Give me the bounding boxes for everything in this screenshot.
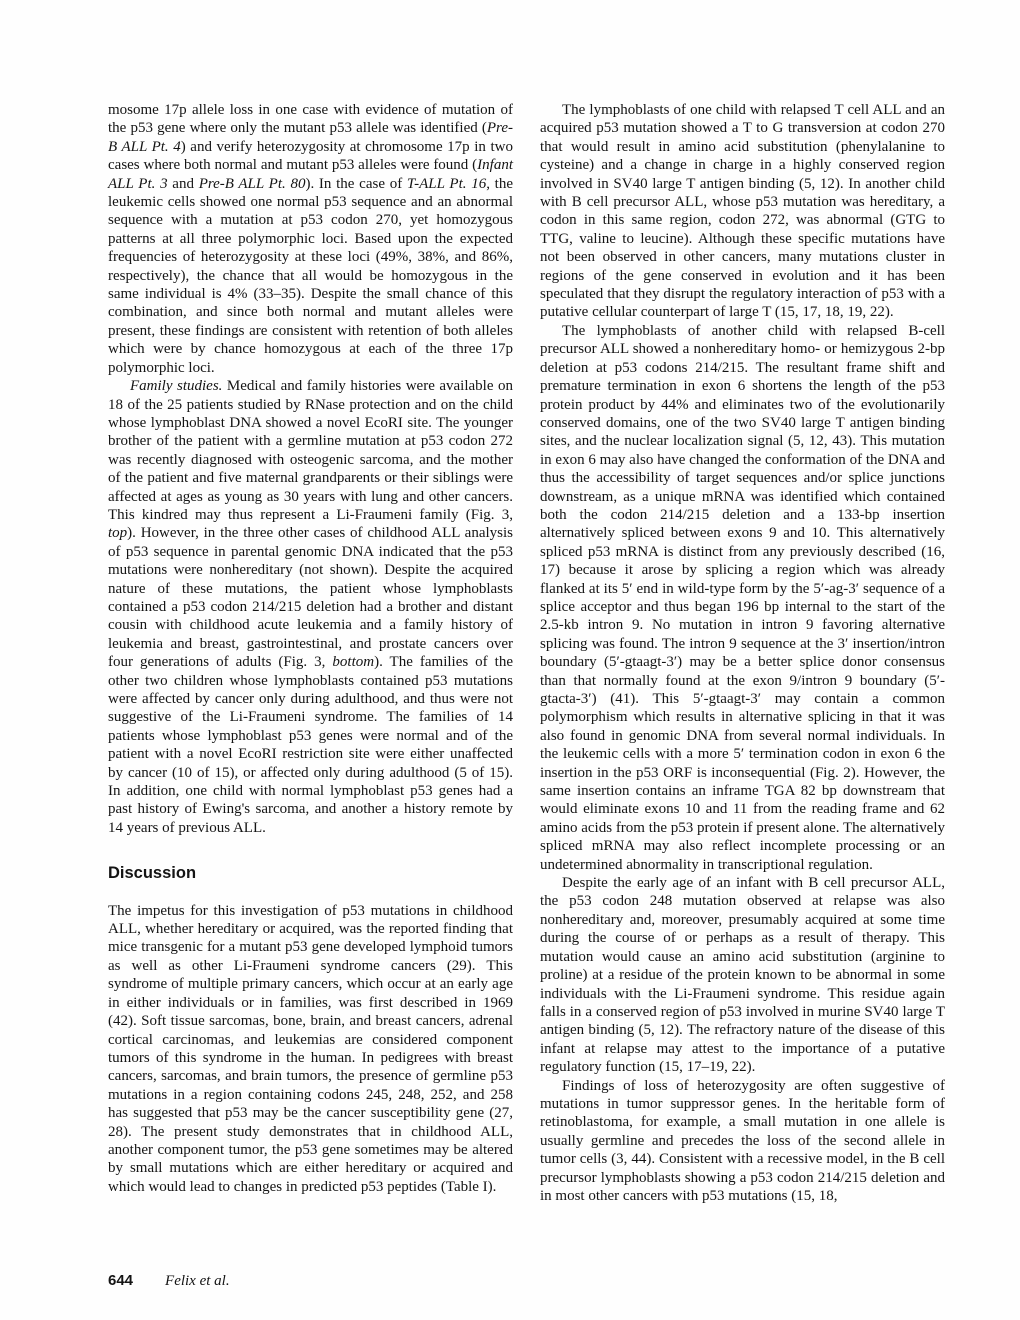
body-paragraph-discussion-1: The impetus for this investigation of p53 mutations in childhood ALL, whether hereditary or acquired, was the reported finding that mice transgenic for a mutant p53 gene developed lymphoid tumors as well as other Li-Fraumeni syndrome cancers (29). This syndrome of multiple primary cancers, which occur at an early age in either individuals or in families, was first described in 1969 (42). Soft tissue sarcomas, bone, brain, and breast cancers, adrenal cortical carcinomas, and leukemias are considered component tumors of this syndrome in the human. In pedigrees with breast cancers, sarcomas, and brain tumors, the presence of germline p53 mutations in a region containing codons 245, 248, 252, and 258 has suggested that p53 may be the cancer susceptibility gene (27, 28). The present study demonstrates that in childhood ALL, another component tumor, the p53 gene sometimes may be altered by small mutations which are either hereditary or acquired and which would lead to changes in predicted p53 peptides (Table I). <box>108 902 513 1195</box>
page-number: 644 <box>108 1272 134 1289</box>
body-paragraph-right-3: Despite the early age of an infant with B cell precursor ALL, the p53 codon 248 mutation observed at relapse was also nonhereditary and, moreover, presumably acquired at some time during the course of or perhaps as a result of therapy. This mutation would cause an amino acid substitution (arginine to proline) at a residue of the protein known to be abnormal in some individuals with the Li-Fraumeni syndrome. This residue again falls in a conserved region of p53 involved in murine SV40 large T antigen binding (5, 12). The refractory nature of the disease of this infant at relapse may attest to the importance of a putative regulatory function (15, 17–19, 22). <box>540 875 945 1076</box>
right-column <box>540 101 945 1205</box>
body-paragraph-right-4: Findings of loss of heterozygosity are often suggestive of mutations in tumor suppressor genes. In the heritable form of retinoblastoma, for example, a small mutation in one allele is usually germline and precedes the loss of the second allele in tumor cells (3, 44). Consistent with a recessive model, in the B cell precursor lymphoblasts showing a p53 codon 214/215 deletion and in most other cancers with p53 mutations (15, 18, <box>540 1077 945 1204</box>
body-paragraph-right-1: The lymphoblasts of one child with relapsed T cell ALL and an acquired p53 mutation showed a T to G transversion at codon 270 that would result in amino acid substitution (phenylalanine to cysteine) and a change in charge in a highly conserved region involved in SV40 large T antigen binding (5, 12). In another child with B cell precursor ALL, whose p53 mutation was hereditary, a codon in this same region, codon 272, was abnormal (GTG to TTG, valine to leucine). Although these specific mutations have not been observed in other cancers, many mutations cluster in regions of the gene conserved in evolution and it has been speculated that they disrupt the regulatory interaction of p53 with a putative cellular counterpart of large T (15, 17, 18, 19, 22). <box>540 102 945 321</box>
left-column <box>108 101 513 1205</box>
section-heading-discussion: Discussion <box>108 864 197 883</box>
body-paragraph-continuation: mosome 17p allele loss in one case with evidence of mutation of the p53 gene where only the mutant p53 allele was identified (Pre-B ALL Pt. 4) and verify heterozygosity at chromosome 17p in two cases where both normal and mutant p53 alleles were found (Infant ALL Pt. 3 and Pre-B ALL Pt. 80). In the case of T-ALL Pt. 16, the leukemic cells showed one normal p53 sequence and an abnormal sequence with a mutation at p53 codon 270, yet homozygous patterns at all three polymorphic loci. Based upon the expected frequencies of heterozygosity at these loci (49%, 38%, and 86%, respectively), the chance that all would be homozygous in the same individual is 4% (33–35). Despite the small chance of this combination, and since both normal and mutant alleles were present, these findings are consistent with retention of both alleles which were by chance homozygous at each of the three 17p polymorphic loci. <box>108 102 514 376</box>
page-footer <box>108 1272 230 1290</box>
running-authors: Felix et al. <box>165 1273 230 1289</box>
body-paragraph-right-2: The lymphoblasts of another child with relapsed B-cell precursor ALL showed a nonhereditary homo- or hemizygous 2-bp deletion at p53 codons 214/215. The resultant frame shift and premature termination in exon 6 shortens the length of the p53 protein product by 44% and eliminates two of the evolutionarily conserved domains, one of the two SV40 large T antigen binding sites, and the nuclear localization signal (5, 12, 43). This mutation in exon 6 may also have changed the conformation of the DNA and thus the accessibility of target sequences and/or splice junctions downstream, as a unique mRNA was identified which contained both the codon 214/215 deletion and a 133-bp insertion alternatively spliced between exons 9 and 10. This alternatively spliced p53 mRNA is distinct from any previously described (16, 17) because it arose by splicing a region which was already flanked at its 5′ end in wild-type form by the 5′-ag-3′ sequence of a splice acceptor and thus began 196 bp internal to the start of the 2.5-kb intron 9. No mutation in intron 9 favoring alternative splicing was found. The intron 9 sequence at the 3′ insertion/intron boundary (5′-gtaagt-3′) may be a better splice donor consensus than that normally found at the exon 9/intron 9 boundary (5′-gtacta-3′) (41). This 5′-gtaagt-3′ may contain a common polymorphism which results in alternative splicing in that it was also found in genomic DNA from several normal individuals. In the leukemic cells with a more 5′ termination codon in exon 6 the insertion in the p53 ORF is inconsequential (Fig. 2). However, the same insertion contains an inframe TGA 82 bp downstream that would eliminate exons 10 and 11 from the reading frame and 62 amino acids from the p53 protein if present alone. The alternatively spliced mRNA may also reflect incomplete processing or an undetermined abnormality in transcriptional regulation. <box>540 322 946 873</box>
body-paragraph-family-studies: Family studies. Medical and family histories were available on 18 of the 25 patients studied by RNase protection and on the child whose lymphoblast DNA showed a novel EcoRI site. The younger brother of the patient with a germline mutation at p53 codon 272 was recently diagnosed with osteogenic sarcoma, and the mother of the patient and five maternal grandparents or their siblings were affected at ages as young as 30 years with lung and other cancers. This kindred may thus represent a Li-Fraumeni family (Fig. 3, top). However, in the three other cases of childhood ALL analysis of p53 sequence in parental genomic DNA indicated that the p53 mutations were nonhereditary (not shown). Despite the acquired nature of these mutations, the patient whose lymphoblasts contained a p53 codon 214/215 deletion had a brother and distant cousin with childhood acute leukemia and a family history of leukemia and breast, gastrointestinal, and prostate cancers over four generations of adults (Fig. 3, bottom). The families of the other two children whose lymphoblasts contained p53 mutations were affected by cancer only during adulthood, and thus were not suggestive of the Li-Fraumeni syndrome. The families of 14 patients whose lymphoblast p53 genes were normal and of the patient with a novel EcoRI restriction site were either unaffected by cancer (10 of 15), or affected only during adulthood (5 of 15). In addition, one child with normal lymphoblast p53 genes had a past history of Ewing's sarcoma, and another a history remote by 14 years of previous ALL. <box>108 378 514 836</box>
two-column-text-area <box>108 101 945 1205</box>
